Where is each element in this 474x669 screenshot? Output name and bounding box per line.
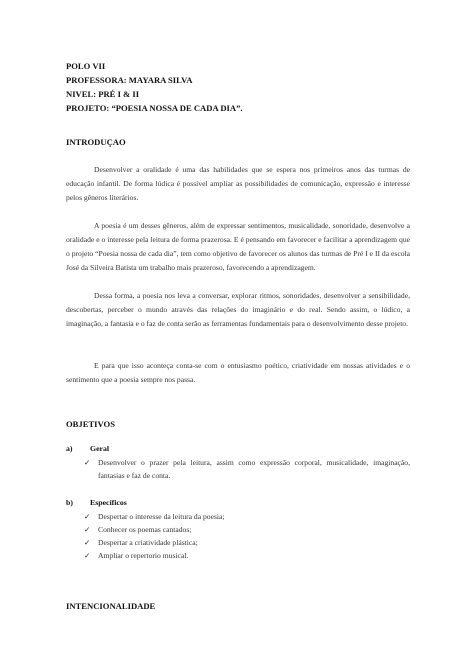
list-item-text: Conhecer os poemas cantados; bbox=[98, 525, 192, 534]
objetivo-geral-list bbox=[84, 456, 410, 482]
checkmark-icon: ✓ bbox=[84, 551, 91, 560]
list-item-text: Despertar o interesse da leitura da poesia; bbox=[98, 512, 225, 521]
header-professora: PROFESSORA: MAYARA SILVA bbox=[66, 75, 193, 85]
checkmark-icon: ✓ bbox=[84, 458, 91, 467]
header-projeto: PROJETO: “POESIA NOSSA DE CADA DIA”. bbox=[66, 103, 243, 113]
checkmark-icon: ✓ bbox=[84, 538, 91, 547]
checkmark-icon: ✓ bbox=[84, 512, 91, 521]
checkmark-icon: ✓ bbox=[84, 525, 91, 534]
section-title-objetivos: OBJETIVOS bbox=[66, 419, 116, 429]
objetivo-geral-letter: a) bbox=[66, 444, 73, 453]
document-header bbox=[66, 59, 243, 115]
list-item bbox=[84, 510, 410, 523]
list-item bbox=[84, 536, 410, 549]
list-item-text: Despertar a criatividade plástica; bbox=[98, 538, 198, 547]
objetivo-especificos-list bbox=[84, 510, 410, 562]
list-item bbox=[84, 456, 410, 482]
list-item bbox=[84, 549, 410, 562]
objetivo-especificos-letter: b) bbox=[66, 498, 73, 507]
objetivo-geral-label: Geral bbox=[90, 444, 110, 453]
objetivo-especificos-heading bbox=[66, 498, 127, 507]
section-title-intencionalidade: INTENCIONALIDADE bbox=[66, 601, 156, 611]
objetivo-especificos-label: Específicos bbox=[90, 498, 127, 507]
header-nivel: NIVEL: PRÉ I & II bbox=[66, 89, 140, 99]
section-title-introducao: INTRODUÇAO bbox=[66, 137, 126, 147]
objetivo-geral-heading bbox=[66, 444, 109, 453]
list-item-text: Desenvolver o prazer pela leitura, assim como expressão corporal, musicalidade, imaginação, fantasias e faz de conta. bbox=[98, 458, 410, 480]
list-item-text: Ampliar o repertorio musical. bbox=[98, 551, 189, 560]
intro-paragraph-1: Desenvolver a oralidade é uma das habilidades que se espera nos primeiros anos das turmas de educação infantil. De forma lúdica é possível ampliar as possibilidades de comunicação, expressão e interesse pelos gêneros literários. bbox=[66, 165, 410, 202]
intro-paragraph-4: E para que isso aconteça conta-se com o entusiasmo poético, criatividade em nossas atividades e o sentimento que a poesia sempre nos passa. bbox=[66, 361, 410, 384]
header-polo: POLO VII bbox=[66, 61, 106, 71]
intro-paragraph-2: A poesia é um desses gêneros, além de expressar sentimentos, musicalidade, sonoridade, desenvolve a oralidade e o interesse pela leitura de forma prazerosa. E é pensando em favorecer e facilitar a aprendizagem que o projeto “Poesia nossa de cada dia”, tem como objetivo de favorecer os alunos das turmas de Pré I e II da escola José da Silveira Batista um trabalho mais prazeroso, favorecendo a aprendizagem. bbox=[66, 221, 410, 272]
intro-paragraph-3: Dessa forma, a poesia nos leva a conversar, explorar ritmos, sonoridades, desenvolver a sensibilidade, descobertas, perceber o mundo através das relações do imaginário e do real. Sendo assim, o lúdico, a imaginação, a fantasia e o faz de conta serão as ferramentas fundamentais para o desenvolvimento desse projeto. bbox=[66, 291, 410, 328]
list-item bbox=[84, 523, 410, 536]
